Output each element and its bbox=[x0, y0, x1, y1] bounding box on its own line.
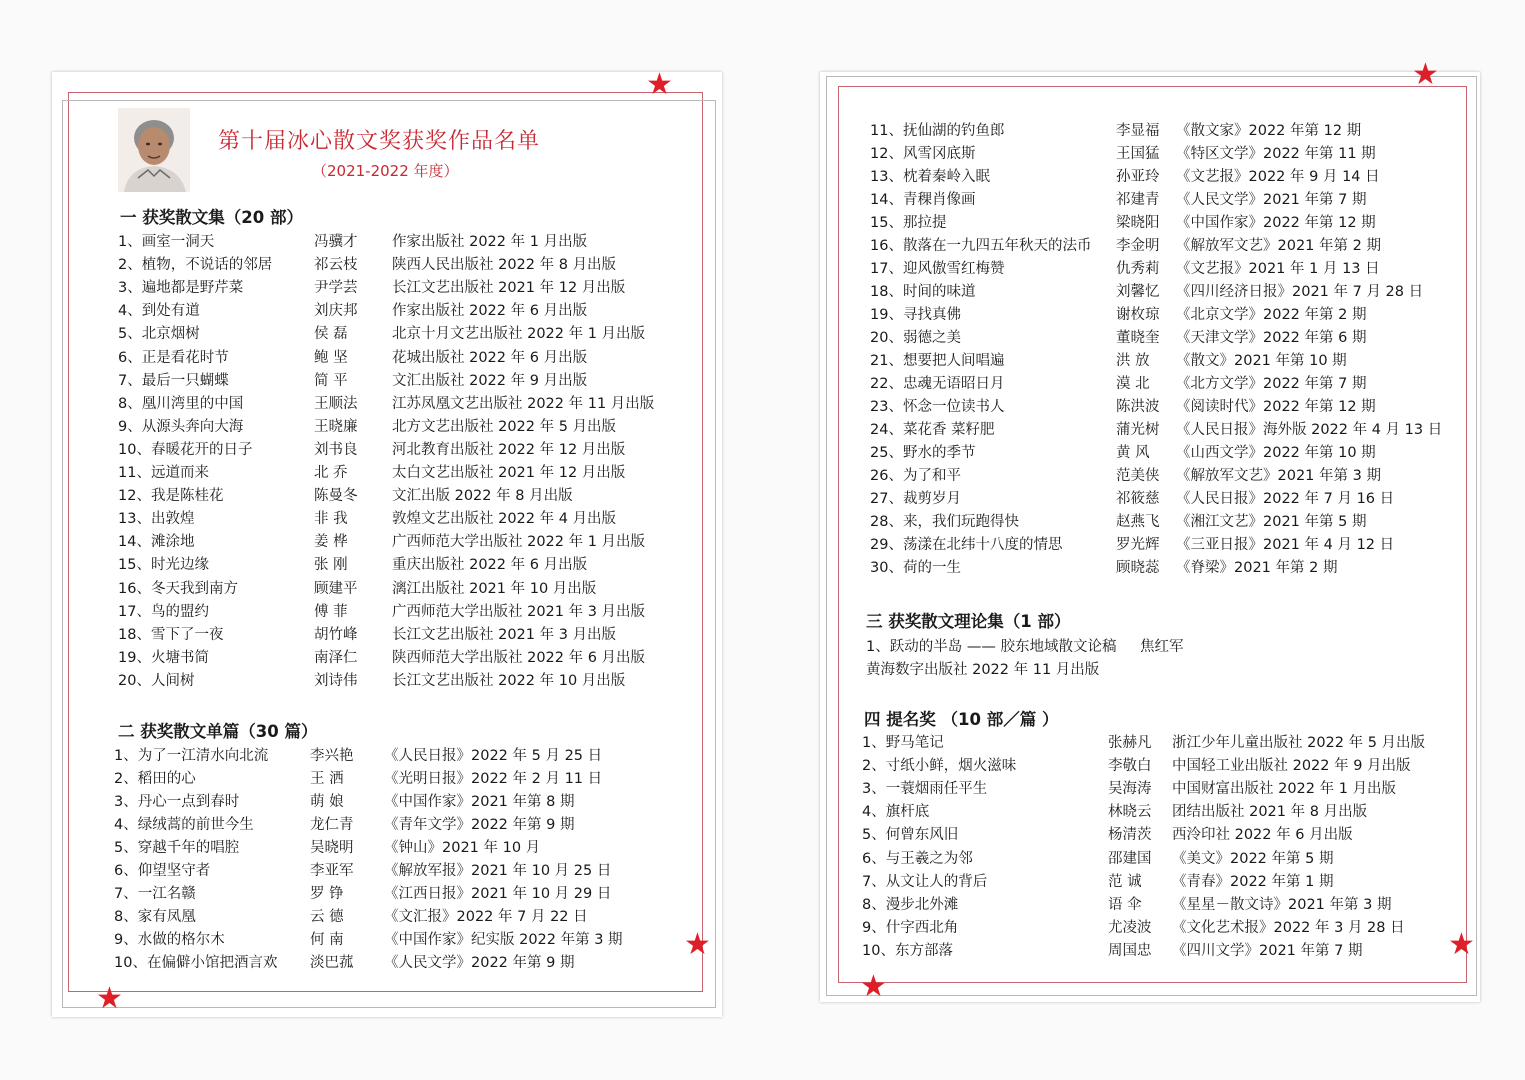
item-title: 6、正是看花时节 bbox=[118, 349, 229, 366]
item-author: 李敬白 bbox=[1108, 758, 1152, 775]
item-publisher: 河北教育出版社 2022 年 12 月出版 bbox=[392, 441, 626, 458]
item-publisher: 《文化艺术报》2022 年 3 月 28 日 bbox=[1172, 919, 1405, 936]
item-author: 孙亚玲 bbox=[1116, 169, 1160, 185]
item-title: 10、在偏僻小馆把酒言欢 bbox=[114, 955, 278, 971]
item-publisher: 作家出版社 2022 年 6 月出版 bbox=[392, 303, 588, 320]
item-publisher: 《解放军文艺》2021 年第 2 期 bbox=[1176, 238, 1381, 254]
item-title: 25、野水的季节 bbox=[870, 445, 976, 461]
star-icon: ★ bbox=[646, 67, 673, 102]
item-author: 姜 桦 bbox=[314, 534, 348, 551]
item-author: 邵建国 bbox=[1108, 850, 1152, 867]
item-title: 16、冬天我到南方 bbox=[118, 580, 238, 597]
item-author: 洪 放 bbox=[1116, 353, 1150, 369]
item-publisher: 陕西人民出版社 2022 年 8 月出版 bbox=[392, 257, 617, 274]
item-title: 5、穿越千年的唱腔 bbox=[114, 840, 240, 856]
item-publisher: 《脊梁》2021 年第 2 期 bbox=[1176, 560, 1338, 576]
item-author: 简 平 bbox=[314, 372, 348, 389]
item-title: 7、从文让人的背后 bbox=[862, 873, 988, 890]
item-publisher: 作家出版社 2022 年 1 月出版 bbox=[392, 234, 588, 250]
item-author: 刘书良 bbox=[314, 441, 358, 458]
item-publisher: 《钟山》2021 年 10 月 bbox=[384, 840, 541, 856]
item-author: 冯骥才 bbox=[314, 234, 358, 250]
item-publisher: 漓江出版社 2021 年 10 月出版 bbox=[392, 580, 597, 597]
item-publisher: 浙江少年儿童出版社 2022 年 5 月出版 bbox=[1172, 735, 1426, 751]
item-author: 南泽仁 bbox=[314, 649, 358, 666]
item-title: 23、怀念一位读书人 bbox=[870, 399, 1005, 415]
item-title: 19、火塘书简 bbox=[118, 649, 209, 666]
item-author: 吴晓明 bbox=[310, 840, 354, 856]
section-heading-nominations: 四 提名奖 （10 部／篇 ） bbox=[864, 710, 1059, 729]
portrait-image bbox=[118, 108, 190, 192]
item-author: 李金明 bbox=[1116, 238, 1160, 254]
item-title: 27、裁剪岁月 bbox=[870, 491, 961, 507]
item-publisher: 太白文艺出版社 2021 年 12 月出版 bbox=[392, 465, 626, 481]
item-author: 梁晓阳 bbox=[1116, 215, 1160, 231]
item-publisher: 江苏凤凰文艺出版社 2022 年 11 月出版 bbox=[392, 395, 655, 412]
item-title: 26、为了和平 bbox=[870, 468, 961, 484]
item-publisher: 敦煌文艺出版社 2022 年 4 月出版 bbox=[392, 511, 617, 528]
item-title: 30、荷的一生 bbox=[870, 560, 961, 576]
item-author: 尹学芸 bbox=[314, 280, 358, 297]
item-title: 21、想要把人间唱遍 bbox=[870, 353, 1005, 369]
item-author: 吴海涛 bbox=[1108, 781, 1152, 798]
item-author: 陈曼冬 bbox=[314, 488, 358, 505]
item-title: 5、何曾东风旧 bbox=[862, 827, 959, 844]
item-publisher: 《北京文学》2022 年第 2 期 bbox=[1176, 307, 1367, 323]
item-publisher: 《北方文学》2022 年第 7 期 bbox=[1176, 376, 1367, 392]
item-author: 张 刚 bbox=[314, 557, 348, 574]
item-publisher: 《江西日报》2021 年 10 月 29 日 bbox=[384, 886, 612, 902]
item-title: 11、远道而来 bbox=[118, 465, 209, 481]
item-publisher: 北方文艺出版社 2022 年 5 月出版 bbox=[392, 418, 617, 435]
item-publisher: 《散文家》2022 年第 12 期 bbox=[1176, 123, 1362, 139]
item-publisher: 《青年文学》2022 年第 9 期 bbox=[384, 817, 575, 833]
item-author: 刘诗伟 bbox=[314, 672, 358, 689]
item-publisher: 《光明日报》2022 年 2 月 11 日 bbox=[384, 771, 603, 787]
item-publisher: 《中国作家》纪实版 2022 年第 3 期 bbox=[384, 932, 623, 948]
item-publisher: 文汇出版社 2022 年 9 月出版 bbox=[392, 372, 588, 389]
item-publisher: 重庆出版社 2022 年 6 月出版 bbox=[392, 557, 588, 574]
star-icon: ★ bbox=[96, 981, 123, 1016]
item-publisher: 《人民文学》2021 年第 7 期 bbox=[1176, 192, 1367, 208]
item-title: 7、最后一只蝴蝶 bbox=[118, 372, 229, 389]
item-title: 13、出敦煌 bbox=[118, 511, 195, 528]
item-publisher: 《四川文学》2021 年第 7 期 bbox=[1172, 942, 1363, 959]
item-publisher: 广西师范大学出版社 2021 年 3 月出版 bbox=[392, 603, 646, 620]
item-author: 侯 磊 bbox=[314, 326, 348, 343]
item-title: 10、东方部落 bbox=[862, 942, 953, 959]
item-author: 张赫凡 bbox=[1108, 735, 1152, 751]
item-title: 14、青稞肖像画 bbox=[870, 192, 976, 208]
item-publisher: 《散文》2021 年第 10 期 bbox=[1176, 353, 1347, 369]
item-author: 蒲光树 bbox=[1116, 422, 1160, 438]
item-publisher: 《山西文学》2022 年第 10 期 bbox=[1176, 445, 1376, 461]
item-title: 4、旗杆底 bbox=[862, 804, 930, 821]
section-heading-theory: 三 获奖散文理论集（1 部） bbox=[866, 612, 1071, 631]
item-title: 2、植物，不说话的邻居 bbox=[118, 257, 273, 274]
item-title: 4、绿绒蒿的前世今生 bbox=[114, 817, 254, 833]
item-author: 谢枚琼 bbox=[1116, 307, 1160, 323]
page-title: 第十届冰心散文奖获奖作品名单 bbox=[218, 129, 541, 154]
item-title: 18、雪下了一夜 bbox=[118, 626, 224, 643]
item-publisher: 《美文》2022 年第 5 期 bbox=[1172, 850, 1334, 867]
item-title: 8、家有凤凰 bbox=[114, 909, 196, 925]
item-title: 12、我是陈桂花 bbox=[118, 488, 224, 505]
item-author: 范 诚 bbox=[1108, 873, 1142, 890]
item-title: 15、时光边缘 bbox=[118, 557, 209, 574]
item-publisher: 长江文艺出版社 2022 年 10 月出版 bbox=[392, 672, 626, 689]
item-title: 11、抚仙湖的钓鱼郎 bbox=[870, 123, 1005, 139]
item-author: 刘馨忆 bbox=[1116, 284, 1160, 300]
item-title: 6、与王羲之为邻 bbox=[862, 850, 973, 867]
item-author: 何 南 bbox=[310, 932, 344, 948]
item-title: 17、鸟的盟约 bbox=[118, 603, 209, 620]
item-title: 17、迎风傲雪红梅赞 bbox=[870, 261, 1005, 277]
item-publisher: 西泠印社 2022 年 6 月出版 bbox=[1172, 827, 1353, 844]
item-publisher: 《星星－散文诗》2021 年第 3 期 bbox=[1172, 896, 1392, 913]
item-title: 8、漫步北外滩 bbox=[862, 896, 959, 913]
theory-author: 焦红军 bbox=[1140, 639, 1184, 655]
item-title: 2、稻田的心 bbox=[114, 771, 196, 787]
item-title: 6、仰望坚守者 bbox=[114, 863, 211, 879]
item-title: 22、忠魂无语昭日月 bbox=[870, 376, 1005, 392]
item-author: 王 洒 bbox=[310, 771, 344, 787]
item-publisher: 《中国作家》2021 年第 8 期 bbox=[384, 794, 575, 810]
item-publisher: 《人民文学》2022 年第 9 期 bbox=[384, 955, 575, 971]
section-heading-singles: 二 获奖散文单篇（30 篇） bbox=[118, 722, 318, 741]
item-author: 祁建青 bbox=[1116, 192, 1160, 208]
item-author: 罗光辉 bbox=[1116, 537, 1160, 553]
item-title: 10、春暖花开的日子 bbox=[118, 441, 253, 458]
item-author: 非 我 bbox=[314, 511, 348, 528]
item-author: 王顺法 bbox=[314, 395, 358, 412]
item-author: 胡竹峰 bbox=[314, 626, 358, 643]
item-author: 黄 风 bbox=[1116, 445, 1150, 461]
item-publisher: 《文汇报》2022 年 7 月 22 日 bbox=[384, 909, 588, 925]
item-publisher: 中国轻工业出版社 2022 年 9 月出版 bbox=[1172, 758, 1411, 775]
item-author: 罗 铮 bbox=[310, 886, 344, 902]
item-author: 李兴艳 bbox=[310, 748, 354, 764]
item-author: 顾建平 bbox=[314, 580, 358, 597]
item-title: 19、寻找真佛 bbox=[870, 307, 961, 323]
item-author: 李亚军 bbox=[310, 863, 354, 879]
item-title: 18、时间的味道 bbox=[870, 284, 976, 300]
item-publisher: 《文艺报》2021 年 1 月 13 日 bbox=[1176, 261, 1380, 277]
star-icon: ★ bbox=[860, 969, 887, 1004]
item-author: 龙仁青 bbox=[310, 817, 354, 833]
item-publisher: 陕西师范大学出版社 2022 年 6 月出版 bbox=[392, 649, 646, 666]
item-publisher: 文汇出版 2022 年 8 月出版 bbox=[392, 488, 573, 505]
item-author: 杨清茨 bbox=[1108, 827, 1152, 844]
item-title: 9、从源头奔向大海 bbox=[118, 418, 244, 435]
item-publisher: 《人民日报》2022 年 7 月 16 日 bbox=[1176, 491, 1395, 507]
item-title: 8、凰川湾里的中国 bbox=[118, 395, 244, 412]
item-title: 3、遍地都是野芹菜 bbox=[118, 280, 244, 297]
item-author: 周国忠 bbox=[1108, 942, 1152, 959]
item-title: 9、水做的格尔木 bbox=[114, 932, 225, 948]
item-author: 云 德 bbox=[310, 909, 344, 925]
item-title: 1、为了一江清水向北流 bbox=[114, 748, 269, 764]
item-author: 漠 北 bbox=[1116, 376, 1150, 392]
item-author: 傅 菲 bbox=[314, 603, 348, 620]
item-author: 祁云枝 bbox=[314, 257, 358, 274]
item-title: 20、弱德之美 bbox=[870, 330, 961, 346]
item-title: 16、散落在一九四五年秋天的法币 bbox=[870, 238, 1092, 254]
item-author: 林晓云 bbox=[1108, 804, 1152, 821]
item-title: 5、北京烟树 bbox=[118, 326, 200, 343]
item-title: 9、什字西北角 bbox=[862, 919, 959, 936]
item-title: 3、丹心一点到春时 bbox=[114, 794, 240, 810]
item-publisher: 长江文艺出版社 2021 年 12 月出版 bbox=[392, 280, 626, 297]
item-publisher: 长江文艺出版社 2021 年 3 月出版 bbox=[392, 626, 617, 643]
item-author: 李显福 bbox=[1116, 123, 1160, 139]
item-publisher: 团结出版社 2021 年 8 月出版 bbox=[1172, 804, 1368, 821]
item-author: 王国猛 bbox=[1116, 146, 1160, 162]
item-title: 20、人间树 bbox=[118, 672, 195, 689]
item-author: 北 乔 bbox=[314, 465, 348, 481]
item-publisher: 《中国作家》2022 年第 12 期 bbox=[1176, 215, 1376, 231]
item-author: 鲍 坚 bbox=[314, 349, 348, 366]
item-title: 12、风雪冈底斯 bbox=[870, 146, 976, 162]
item-title: 24、菜花香 菜籽肥 bbox=[870, 422, 995, 438]
item-publisher: 广西师范大学出版社 2022 年 1 月出版 bbox=[392, 534, 646, 551]
theory-title: 1、跃动的半岛 —— 胶东地域散文论稿 bbox=[866, 639, 1117, 655]
item-publisher: 《三亚日报》2021 年 4 月 12 日 bbox=[1176, 537, 1395, 553]
item-title: 1、画室一洞天 bbox=[118, 234, 215, 250]
item-publisher: 《四川经济日报》2021 年 7 月 28 日 bbox=[1176, 284, 1424, 300]
section-heading-collections: 一 获奖散文集（20 部） bbox=[120, 208, 303, 227]
item-author: 仇秀莉 bbox=[1116, 261, 1160, 277]
item-title: 1、野马笔记 bbox=[862, 735, 944, 751]
item-title: 29、荡漾在北纬十八度的情思 bbox=[870, 537, 1063, 553]
item-publisher: 《文艺报》2022 年 9 月 14 日 bbox=[1176, 169, 1380, 185]
item-author: 顾晓蕊 bbox=[1116, 560, 1160, 576]
item-title: 3、一蓑烟雨任平生 bbox=[862, 781, 988, 798]
item-author: 董晓奎 bbox=[1116, 330, 1160, 346]
item-publisher: 《解放军报》2021 年 10 月 25 日 bbox=[384, 863, 612, 879]
item-publisher: 《阅读时代》2022 年第 12 期 bbox=[1176, 399, 1376, 415]
item-title: 14、滩涂地 bbox=[118, 534, 195, 551]
item-title: 4、到处有道 bbox=[118, 303, 200, 320]
item-publisher: 《人民日报》海外版 2022 年 4 月 13 日 bbox=[1176, 422, 1443, 438]
item-author: 范美侠 bbox=[1116, 468, 1160, 484]
item-author: 萌 娘 bbox=[310, 794, 344, 810]
item-publisher: 北京十月文艺出版社 2022 年 1 月出版 bbox=[392, 326, 646, 343]
item-publisher: 《天津文学》2022 年第 6 期 bbox=[1176, 330, 1367, 346]
star-icon: ★ bbox=[1412, 57, 1439, 92]
star-icon: ★ bbox=[684, 927, 711, 962]
star-icon: ★ bbox=[1448, 927, 1475, 962]
item-author: 赵燕飞 bbox=[1116, 514, 1160, 530]
item-publisher: 中国财富出版社 2022 年 1 月出版 bbox=[1172, 781, 1397, 798]
item-publisher: 《人民日报》2022 年 5 月 25 日 bbox=[384, 748, 603, 764]
page-subtitle: （2021-2022 年度） bbox=[312, 162, 459, 180]
theory-publisher: 黄海数字出版社 2022 年 11 月出版 bbox=[866, 662, 1100, 678]
item-publisher: 花城出版社 2022 年 6 月出版 bbox=[392, 349, 588, 366]
item-title: 7、一江名赣 bbox=[114, 886, 196, 902]
item-title: 2、寸纸小鲜，烟火滋味 bbox=[862, 758, 1017, 775]
item-publisher: 《青春》2022 年第 1 期 bbox=[1172, 873, 1334, 890]
item-publisher: 《特区文学》2022 年第 11 期 bbox=[1176, 146, 1376, 162]
item-title: 28、来，我们玩跑得快 bbox=[870, 514, 1019, 530]
item-title: 15、那拉提 bbox=[870, 215, 947, 231]
item-title: 13、枕着秦岭入眠 bbox=[870, 169, 990, 185]
item-author: 淡巴菰 bbox=[310, 955, 354, 971]
item-author: 尤凌波 bbox=[1108, 919, 1152, 936]
item-author: 刘庆邦 bbox=[314, 303, 358, 320]
item-author: 陈洪波 bbox=[1116, 399, 1160, 415]
item-author: 祁筱慈 bbox=[1116, 491, 1160, 507]
item-publisher: 《湘江文艺》2021 年第 5 期 bbox=[1176, 514, 1367, 530]
item-publisher: 《解放军文艺》2021 年第 3 期 bbox=[1176, 468, 1381, 484]
item-author: 语 伞 bbox=[1108, 896, 1142, 913]
item-author: 王晓廉 bbox=[314, 418, 358, 435]
